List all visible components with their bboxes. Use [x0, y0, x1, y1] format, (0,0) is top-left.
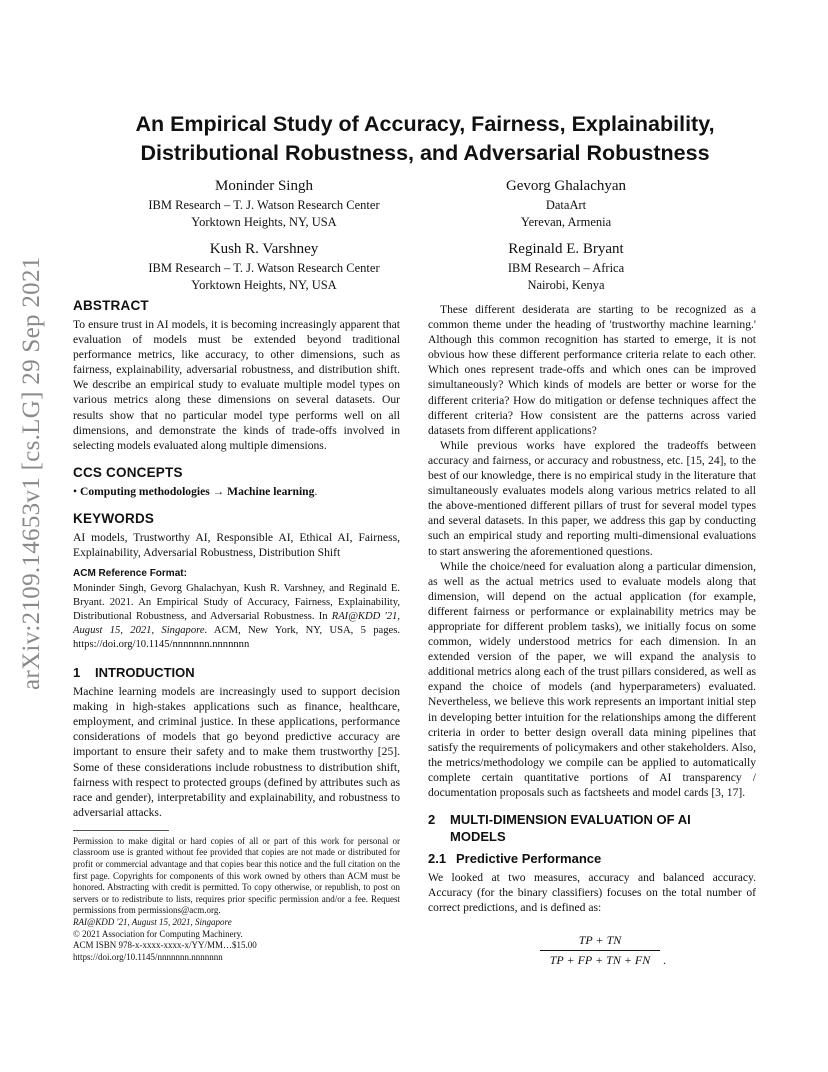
paragraph-4: We looked at two measures, accuracy and balanced accuracy. Accuracy (for the binary classifiers) focuses on the total number of correct predictions, and is defined as: — [428, 871, 756, 915]
acm-ref-venue: RAI@KDD '21, August 15, 2021, Singapore. — [73, 611, 400, 637]
author-location: Yorktown Heights, NY, USA — [191, 215, 337, 229]
author-location: Yerevan, Armenia — [520, 215, 612, 229]
ccs-end: . — [314, 484, 318, 498]
permission-venue — [73, 917, 400, 929]
arxiv-identifier — [16, 256, 56, 690]
author-affiliation: IBM Research – Africa — [507, 261, 625, 275]
author-location: Nairobi, Kenya — [527, 278, 605, 292]
paragraph-2: While previous works have explored the tradeoffs between accuracy and fairness, or accuracy and robustness, etc. [15, 24], to the best of our knowledge, there is no empirical study in the literature that simultaneously evaluates models along various metrics related to all the above-mentioned different pillars of trust for several model types and several datasets. In this paper, we address this gap by conducting such an empirical study and reporting multi-dimensional evaluations to start answering the aforementioned questions. — [428, 438, 756, 558]
author-affiliation: DataArt — [545, 198, 587, 212]
section-2-title-line-1: MULTI-DIMENSION EVALUATION OF AI — [450, 812, 691, 828]
section-2-1-heading — [428, 850, 756, 867]
right-column — [428, 302, 756, 915]
permission-doi: https://doi.org/10.1145/nnnnnnn.nnnnnnn — [73, 951, 223, 962]
acm-ref-text-a: Moninder Singh, Gevorg Ghalachyan, Kush R. Varshney, and Reginald E. Bryant. 2021. An Empirical Study of Accuracy, Fairness, Explainability, Distributional Robustness, and Adversarial Robustness. In — [73, 583, 400, 623]
author-block-4 — [466, 239, 666, 294]
paper-title — [80, 110, 770, 168]
abstract-text: To ensure trust in AI models, it is becoming increasingly apparent that evaluation of models must be extended beyond traditional performance metrics, like accuracy, to other dimensions, such as fairness, explainability, adversarial robustness, and distribution shift. We describe an empirical study to evaluate multiple model types on various metrics along these dimensions on several datasets. Our results show that no particular model type performs well on all dimensions, and demonstrate the kinds of trade-offs involved in selecting models evaluated along multiple dimensions. — [73, 318, 400, 452]
ccs-heading: CCS CONCEPTS — [73, 464, 183, 480]
title-line-2: Distributional Robustness, and Adversarial Robustness — [140, 141, 710, 165]
section-2-1-number: 2.1 — [428, 851, 447, 867]
permission-text: Permission to make digital or hard copies of all or part of this work for personal or classroom use is granted without fee provided that copies are not made or distributed for profit or commercial advantage and that copies bear this notice and the full citation on the first page. Copyrights for components of this work owned by others than ACM must be honored. Abstracting with credit is permitted. To copy otherwise, or republish, to post on servers or to redistribute to lists, requires prior specific permission and/or a fee. Request permissions from permissions@acm.org. — [73, 835, 400, 916]
title-line-1: An Empirical Study of Accuracy, Fairness, Explainability, — [135, 112, 715, 136]
formula-period: . — [663, 953, 666, 967]
author-block-1 — [104, 176, 424, 231]
section-2-1-title: Predictive Performance — [456, 851, 602, 867]
intro-title: INTRODUCTION — [95, 665, 195, 681]
author-block-2 — [466, 176, 666, 231]
ccs-bullet: • — [73, 484, 78, 498]
author-name: Moninder Singh — [215, 178, 313, 194]
author-name: Reginald E. Bryant — [508, 241, 624, 257]
paragraph-3: While the choice/need for evaluation along a particular dimension, as well as the actual metrics used to evaluate models along that dimension, will depend on the actual application (for example, different fairness or performance or explainability metrics may be appropriate for different problem tasks), we initially focus on some common, widely understood metrics for each dimension. In an extended version of the paper, we will expand the analysis to additional metrics along each of the trust pillars considered, as well as expand the choice of models (and hyperparameters) evaluated. Nevertheless, we believe this work represents an important initial step in developing better intuition for the relationships among the different criteria in order to better design overall data mining pipelines that satisfy the requirements of policymakers and other stakeholders. Also, the metrics/methodology we compile can be applied to automatically complete certain quantitative portions of AI transparency / documentation proposals such as factsheets and model cards [3, 17]. — [428, 559, 756, 799]
author-block-3 — [104, 239, 424, 294]
section-2-number: 2 — [428, 812, 436, 828]
author-affiliation: IBM Research – T. J. Watson Research Center — [148, 261, 380, 275]
permission-venue-text: RAI@KDD '21, August 15, 2021, Singapore — [73, 917, 232, 928]
footnote-rule — [73, 830, 169, 831]
formula-numerator: TP + TN — [578, 933, 622, 947]
intro-number: 1 — [73, 665, 81, 681]
formula-denominator: TP + FP + TN + FN — [549, 953, 651, 967]
author-name: Gevorg Ghalachyan — [505, 178, 627, 194]
keywords-heading: KEYWORDS — [73, 510, 155, 526]
abstract-heading: ABSTRACT — [73, 298, 149, 313]
permission-copyright: © 2021 Association for Computing Machinery. — [73, 928, 243, 939]
ccs-concepts — [73, 484, 400, 499]
intro-text: Machine learning models are increasingly used to support decision making in high-stakes applications such as finance, healthcare, employment, and criminal justice. In these applications, performance considerations of models that go beyond predictive accuracy are important to ensure their safety and to make them trustworthy [25]. Some of these considerations include robustness to distribution shift, fairness with respect to protected groups (defined by attributes such as race and gender), interpretability and explainability, and robustness to adversarial attacks. — [73, 685, 400, 819]
left-column — [73, 298, 400, 963]
accuracy-formula — [540, 933, 666, 968]
keywords-text: AI models, Trustworthy AI, Responsible AI, Ethical AI, Fairness, Explainability, Adversarial Robustness, Distribution Shift — [73, 530, 400, 559]
section-2-heading — [428, 811, 756, 828]
author-name: Kush R. Varshney — [209, 241, 319, 257]
author-location: Yorktown Heights, NY, USA — [191, 278, 337, 292]
permission-isbn: ACM ISBN 978-x-xxxx-xxxx-x/YY/MM…$15.00 — [73, 940, 257, 951]
acm-ref-text — [73, 582, 400, 652]
ccs-concept: Computing methodologies → Machine learning — [79, 484, 315, 498]
paragraph-1: These different desiderata are starting to be recognized as a common theme under the heading of 'trustworthy machine learning.' Although this common recognition has started to emerge, it is not obvious how these different performance criteria relate to each other. Which ones represent trade-offs and which ones can be improved simultaneously? Which kinds of models are better or worse for the different criteria? How do mitigation or defense techniques affect the different criteria? How consistent are the patterns across varied datasets from different applications? — [428, 303, 756, 437]
acm-ref-heading: ACM Reference Format: — [73, 568, 187, 580]
author-affiliation: IBM Research – T. J. Watson Research Center — [148, 198, 380, 212]
acm-ref-text-b: ACM, New York, NY, USA, 5 pages. https://doi.org/10.1145/nnnnnnn.nnnnnnn — [73, 625, 400, 651]
arxiv-identifier-text: arXiv:2109.14653v1 [cs.LG] 29 Sep 2021 — [18, 256, 45, 690]
intro-heading — [73, 664, 400, 681]
section-2-title-line-2: MODELS — [450, 829, 506, 845]
